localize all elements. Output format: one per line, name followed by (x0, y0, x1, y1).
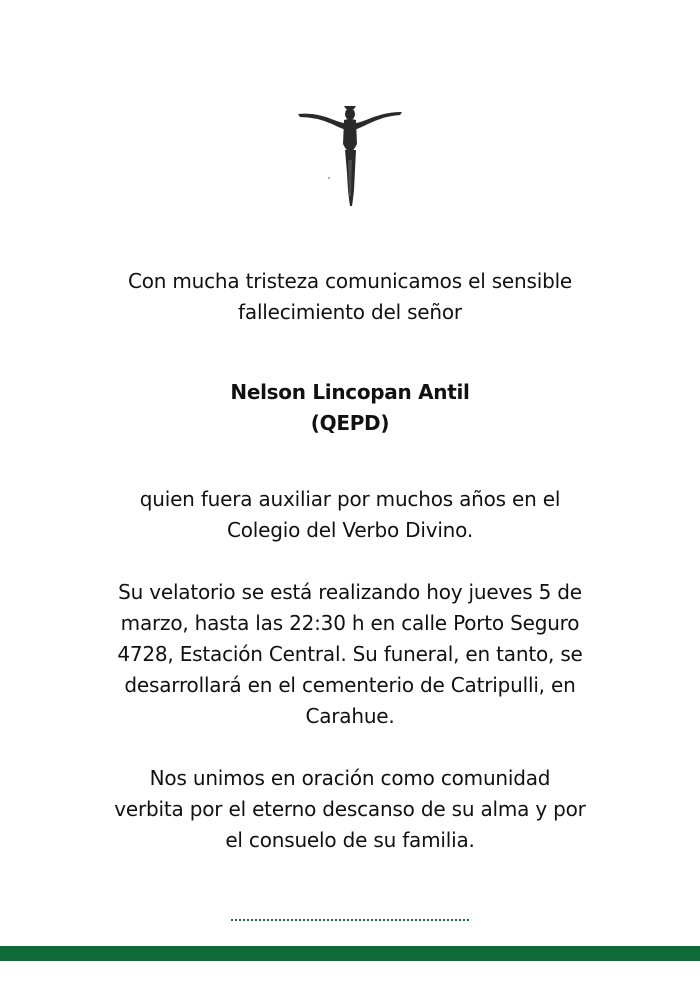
wake-details-text (95, 577, 605, 732)
wake-line-2: marzo, hasta las 22:30 h en calle Porto Seguro (120, 611, 580, 635)
prayer-line-3: el consuelo de su familia. (225, 828, 475, 852)
prayer-line-2: verbita por el eterno descanso de su alma y por (114, 797, 586, 821)
dotted-divider (231, 919, 469, 921)
deceased-name: Nelson Lincopan Antil (230, 380, 470, 404)
wake-line-4: desarrollará en el cementerio de Catripulli, en (124, 673, 576, 697)
role-text (95, 484, 605, 546)
crucifix-icon (296, 100, 404, 210)
role-line-2: Colegio del Verbo Divino. (226, 518, 474, 542)
role-line-1: quien fuera auxiliar por muchos años en el (139, 487, 561, 511)
prayer-line-1: Nos unimos en oración como comunidad (149, 766, 551, 790)
intro-line-1: Con mucha tristeza comunicamos el sensible (127, 269, 573, 293)
footer-color-bar (0, 946, 700, 961)
deceased-name-block (95, 377, 605, 439)
wake-line-3: 4728, Estación Central. Su funeral, en tanto, se (117, 642, 583, 666)
prayer-text (95, 763, 605, 856)
wake-line-5: Carahue. (305, 704, 395, 728)
intro-text (95, 266, 605, 328)
intro-line-2: fallecimiento del señor (238, 300, 462, 324)
deceased-suffix: (QEPD) (310, 411, 390, 435)
wake-line-1: Su velatorio se está realizando hoy jueves 5 de (118, 580, 582, 604)
